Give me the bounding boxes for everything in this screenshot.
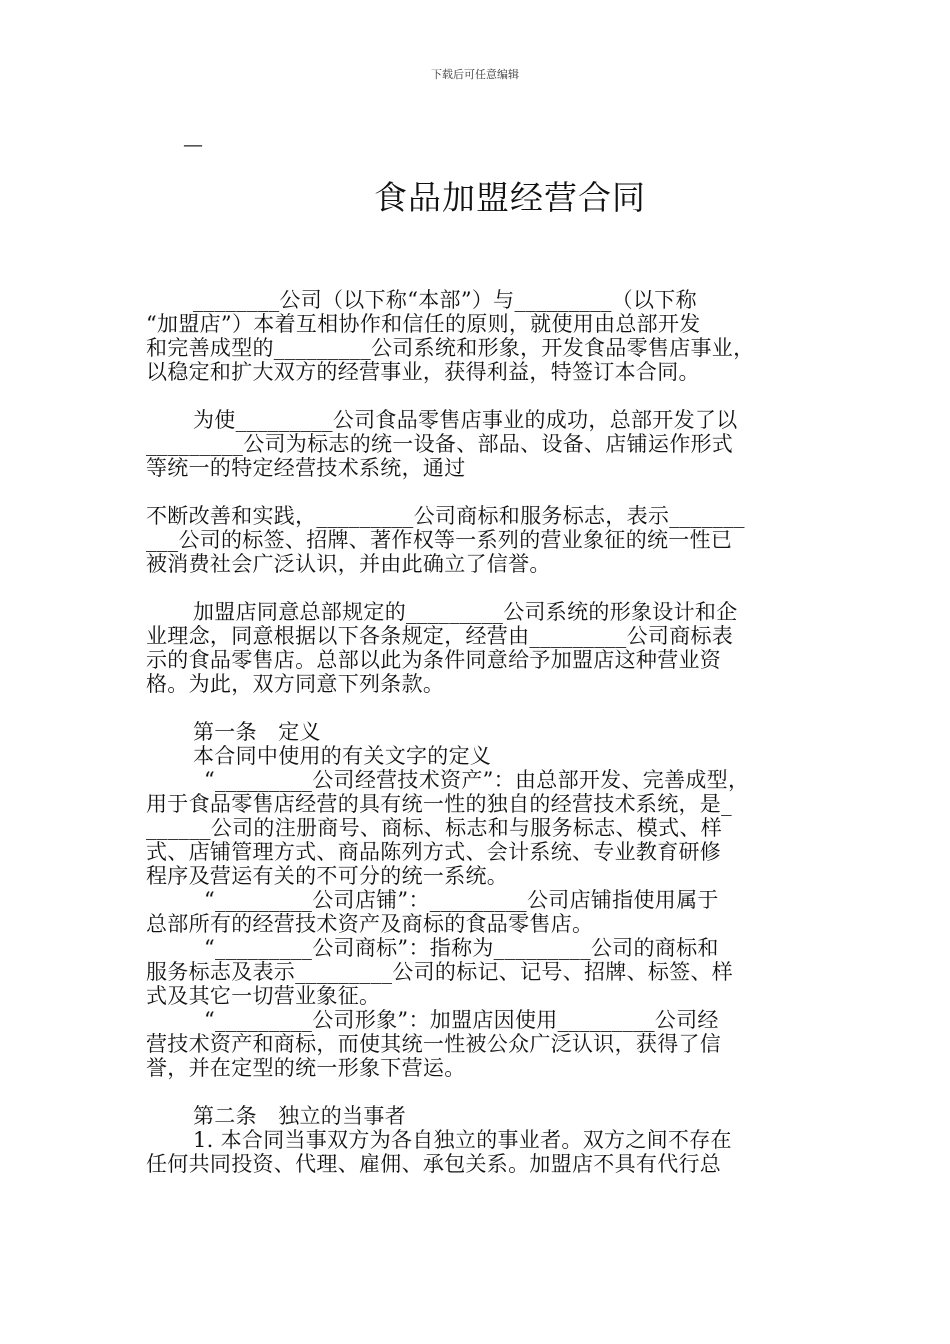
body-line: 程序及营运有关的不可分的统一系统。 [146,864,509,888]
body-line: 加盟店同意总部规定的_________公司系统的形象设计和企 [193,600,738,624]
body-line: 和完善成型的_________公司系统和形象，开发食品零售店事业， [146,336,755,360]
body-line: 第一条 定义 [193,720,321,744]
body-line: “加盟店”）本着互相协作和信任的原则，就使用由总部开发 [146,312,701,336]
paragraph-gap [146,384,826,408]
document-title: 食品加盟经营合同 [374,178,646,217]
body-line: ________公司（以下称“本部”）与_________（以下称 [193,288,697,312]
header-note: 下载后可任意编辑 [431,68,519,81]
body-line: 为使_________公司食品零售店事业的成功，总部开发了以 [193,408,738,432]
body-line: 式、店铺管理方式、商品陈列方式、会计系统、专业教育研修 [146,840,722,864]
body-line: 誉，并在定型的统一形象下营运。 [146,1056,466,1080]
dash-mark: — [183,132,203,156]
body-line: 等统一的特定经营技术系统，通过 [146,456,466,480]
body-line: 营技术资产和商标，而使其统一性被公众广泛认识，获得了信 [146,1032,722,1056]
body-line: 本合同中使用的有关文字的定义 [193,744,492,768]
body-line: 1. 本合同当事双方为各自独立的事业者。双方之间不存在 [193,1128,732,1152]
paragraph-gap [146,696,826,720]
body-line: ______公司的注册商号、商标、标志和与服务标志、模式、样 [146,816,722,840]
paragraph-gap [146,576,826,600]
body-line: 用于食品零售店经营的具有统一性的独自的经营技术系统，是_ [146,792,732,816]
body-line: 格。为此，双方同意下列条款。 [146,672,445,696]
body-line: 任何共同投资、代理、雇佣、承包关系。加盟店不具有代行总 [146,1152,722,1176]
body-line: “_________公司经营技术资产”：由总部开发、完善成型， [204,768,750,792]
body-line: 不断改善和实践，_________公司商标和服务标志，表示_______ [146,504,745,528]
body-line: 服务标志及表示_________公司的标记、记号、招牌、标签、样 [146,960,734,984]
body-line: 总部所有的经营技术资产及商标的食品零售店。 [146,912,594,936]
body-line: 以稳定和扩大双方的经营事业，获得利益，特签订本合同。 [146,360,700,384]
body-line: 被消费社会广泛认识，并由此确立了信誉。 [146,552,551,576]
body-line: _________公司为标志的统一设备、部品、设备、店铺运作形式 [146,432,734,456]
body-line: “_________公司店铺”：_________公司店铺指使用属于 [204,888,719,912]
body-line: “_________公司形象”：加盟店因使用_________公司经 [204,1008,719,1032]
paragraph-gap [146,480,826,504]
body-line: 式及其它一切营业象征。 [146,984,381,1008]
body-line: ___公司的标签、招牌、著作权等一系列的营业象征的统一性已 [146,528,733,552]
body-line: 示的食品零售店。总部以此为条件同意给予加盟店这种营业资 [146,648,722,672]
body-line: 第二条 独立的当事者 [193,1104,406,1128]
body-line: “_________公司商标”：指称为_________公司的商标和 [204,936,719,960]
document-body [146,288,826,1176]
paragraph-gap [146,1080,826,1104]
body-line: 业理念，同意根据以下各条规定，经营由_________公司商标表 [146,624,734,648]
